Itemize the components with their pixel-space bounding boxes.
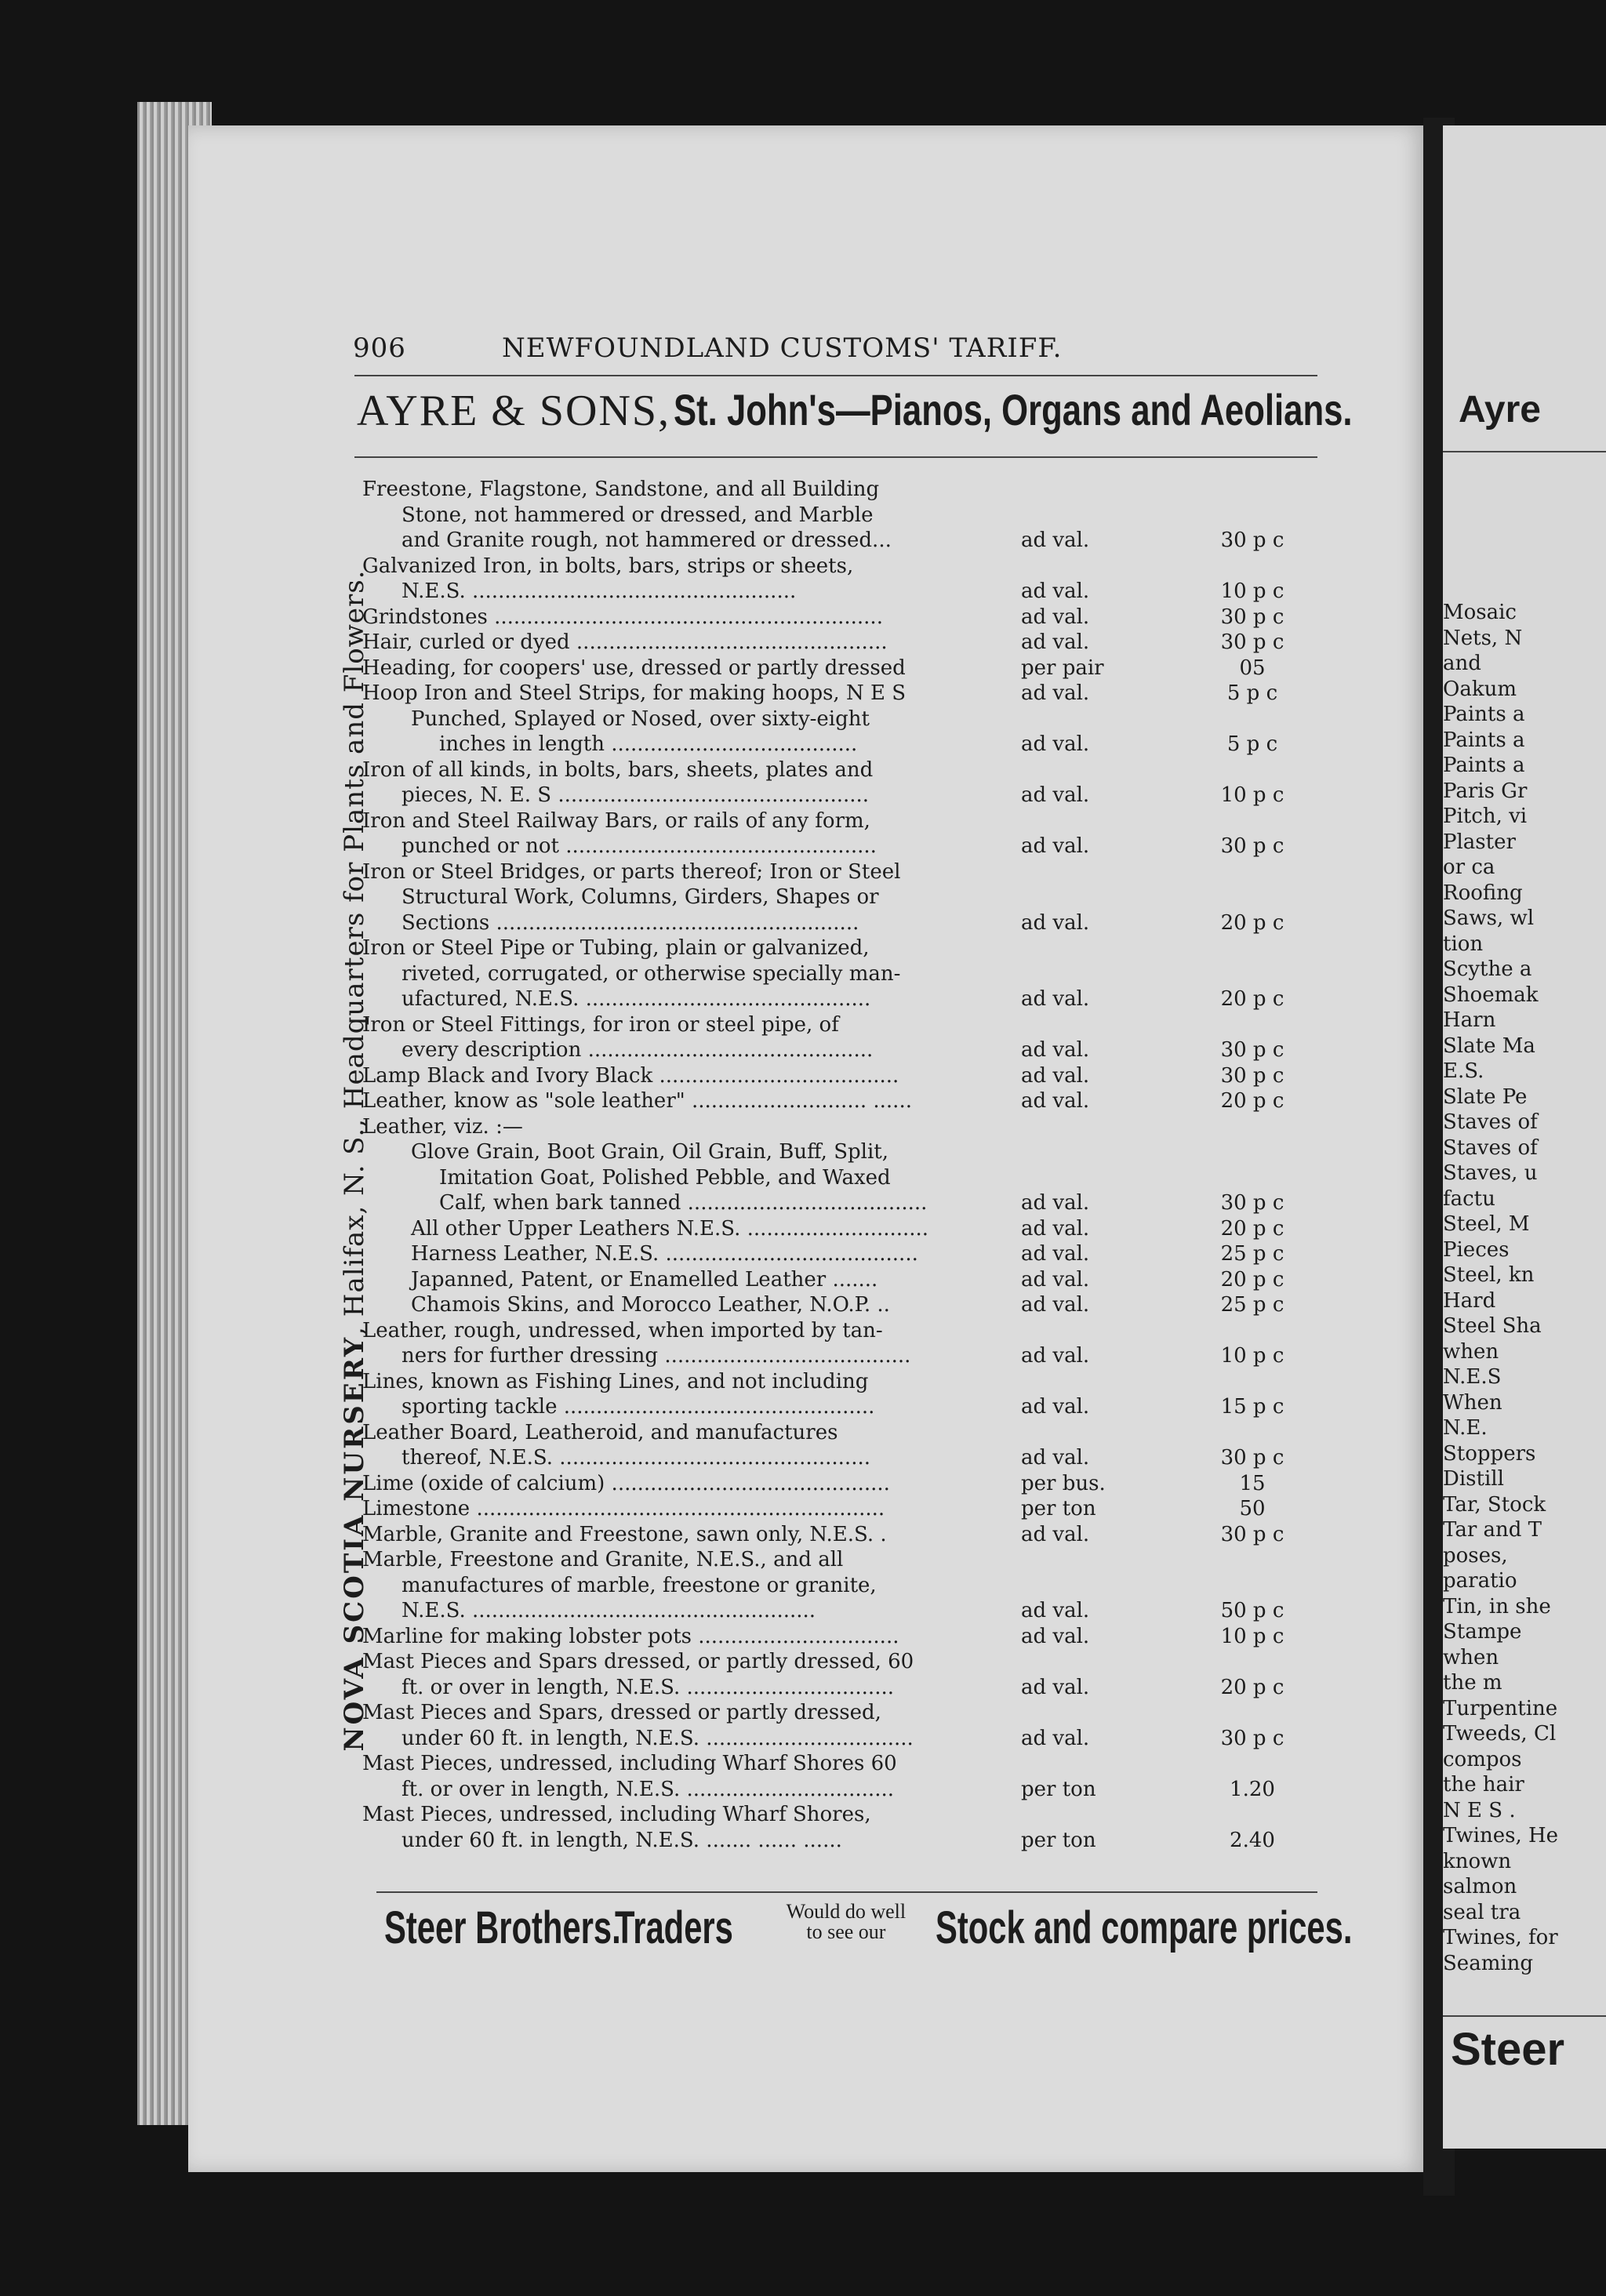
entry-unit: ad val. — [1021, 1395, 1090, 1419]
entry-description-line: Stone, not hammered or dressed, and Marble — [402, 503, 874, 527]
tariff-entry — [362, 1649, 1319, 1700]
page-title: NEWFOUNDLAND CUSTOMS' TARIFF. — [502, 332, 1063, 364]
entry-rate: 05 — [1239, 656, 1266, 680]
tariff-entry — [362, 554, 1319, 605]
ad-rule — [354, 456, 1317, 458]
side-ad-firm: NOVA SCOTIA NURSERY — [339, 1335, 370, 1752]
entry-unit: per pair — [1021, 656, 1104, 680]
right-page-line: N E S . — [1443, 1798, 1516, 1822]
side-ad-text: , Halifax, N. S., Headquarters for Plants and Flowers. — [339, 569, 370, 1335]
entry-description-line: thereof, N.E.S. ................................................ — [402, 1446, 870, 1470]
entry-description-line: Leather Board, Leatheroid, and manufactures — [362, 1420, 838, 1444]
right-page-line: Plaster — [1443, 830, 1516, 854]
tariff-entry — [362, 1751, 1319, 1802]
entry-rate: 25 p c — [1220, 1293, 1284, 1317]
entry-description-line: Galvanized Iron, in bolts, bars, strips or sheets, — [362, 554, 854, 578]
tariff-entry — [362, 935, 1319, 1012]
entry-description-line: Sections ........................................................ — [402, 910, 859, 935]
tariff-entry — [362, 1114, 1319, 1140]
page-number: 906 — [353, 332, 406, 364]
entry-description-line: Iron or Steel Bridges, or parts thereof; Iron or Steel — [362, 859, 901, 884]
right-page-line: Roofing — [1443, 881, 1523, 905]
right-page-line: compos — [1443, 1747, 1522, 1771]
entry-unit: ad val. — [1021, 1267, 1090, 1292]
right-page-line: Tar, Stock — [1443, 1492, 1546, 1517]
right-page-line: E.S. — [1443, 1059, 1484, 1083]
right-page-line: Tin, in she — [1443, 1594, 1551, 1618]
entry-unit: ad val. — [1021, 1216, 1090, 1241]
entry-description-line: and Granite rough, not hammered or dressed... — [402, 529, 892, 552]
tariff-entry — [362, 1139, 1319, 1216]
entry-unit: ad val. — [1021, 1038, 1090, 1062]
tariff-entry — [362, 1012, 1319, 1063]
footer-small-line-2: to see our — [806, 1920, 886, 1943]
entry-description-line: Imitation Goat, Polished Pebble, and Waxed — [439, 1165, 891, 1190]
footer-trade: Traders — [615, 1902, 734, 1953]
entry-rate: 50 — [1239, 1497, 1266, 1520]
entry-description-line: N.E.S. .................................................. — [402, 579, 797, 603]
right-page-line: Saws, wl — [1443, 906, 1535, 930]
entry-unit: ad val. — [1021, 783, 1090, 807]
right-page-line: when — [1443, 1645, 1499, 1669]
right-page-line: seal tra — [1443, 1900, 1521, 1924]
right-page-line: when — [1443, 1339, 1499, 1364]
entry-description-line: Mast Pieces, undressed, including Wharf Shores, — [362, 1803, 871, 1826]
entry-unit: ad val. — [1021, 1726, 1090, 1750]
entry-description-line: ners for further dressing ...................................... — [402, 1344, 911, 1368]
entry-rate: 30 p c — [1220, 1191, 1284, 1215]
right-page-footer: Steer — [1451, 2024, 1565, 2075]
entry-unit: ad val. — [1021, 1293, 1090, 1317]
tariff-entry — [362, 1547, 1319, 1624]
entry-rate: 30 p c — [1220, 529, 1284, 552]
tariff-entry — [362, 1471, 1319, 1497]
ad-firm-name: AYRE & SONS, — [357, 387, 671, 435]
entry-description-line: Grindstones ............................................................ — [362, 605, 883, 629]
right-page-line: Paints a — [1443, 728, 1525, 752]
entry-rate: 10 p c — [1220, 783, 1284, 807]
footer-small-text — [760, 1902, 932, 1942]
entry-unit: ad val. — [1021, 1446, 1090, 1470]
right-page-line: Paris Gr — [1443, 779, 1528, 803]
entry-description-line: Lamp Black and Ivory Black ..................................... — [362, 1063, 899, 1088]
right-page-rule — [1443, 451, 1606, 452]
entry-description-line: Mast Pieces and Spars, dressed or partly dressed, — [362, 1701, 881, 1724]
tariff-entry — [362, 1700, 1319, 1751]
footer-tail: Stock and compare prices. — [936, 1902, 1353, 1953]
right-page-line: Staves of — [1443, 1110, 1538, 1134]
entry-description-line: under 60 ft. in length, N.E.S. ....... ...... ...... — [402, 1828, 842, 1852]
tariff-entry — [362, 605, 1319, 630]
right-page-line: Slate Ma — [1443, 1034, 1535, 1058]
entry-unit: ad val. — [1021, 1522, 1090, 1546]
right-page-line: Twines, He — [1443, 1824, 1559, 1847]
entry-rate: 30 p c — [1220, 1726, 1284, 1750]
entry-description-line: Freestone, Flagstone, Sandstone, and all Building — [362, 478, 880, 501]
entry-unit: ad val. — [1021, 1063, 1090, 1088]
right-page-line: Staves, u — [1443, 1161, 1538, 1185]
entry-description-line: Heading, for coopers' use, dressed or partly dressed — [362, 656, 906, 680]
entry-description-line: Leather, know as "sole leather" ........................... ...... — [362, 1089, 912, 1113]
entry-description-line: ufactured, N.E.S. ............................................ — [402, 987, 871, 1011]
entry-rate: 10 p c — [1220, 579, 1284, 603]
right-page-line: Scythe a — [1443, 957, 1532, 981]
entry-unit: ad val. — [1021, 1191, 1090, 1215]
tariff-entry — [362, 1267, 1319, 1293]
right-page-line: Pieces — [1443, 1237, 1510, 1262]
entry-description-line: Iron or Steel Pipe or Tubing, plain or galvanized, — [362, 936, 870, 960]
entry-rate: 30 p c — [1220, 605, 1284, 629]
right-page-entries — [1443, 600, 1606, 1976]
tariff-entry — [362, 1088, 1319, 1114]
entry-unit: per bus. — [1021, 1471, 1106, 1495]
entry-rate: 2.40 — [1230, 1828, 1275, 1852]
tariff-entry — [362, 1063, 1319, 1089]
entry-unit: ad val. — [1021, 1344, 1090, 1368]
right-page-line: tion — [1443, 932, 1484, 956]
entry-unit: ad val. — [1021, 732, 1090, 756]
right-page-line: Seaming — [1443, 1951, 1534, 1975]
entry-description-line: ft. or over in length, N.E.S. ................................ — [402, 1777, 894, 1801]
entry-description-line: manufactures of marble, freestone or granite, — [402, 1573, 877, 1597]
entry-rate: 20 p c — [1220, 910, 1284, 935]
right-page-line: Tweeds, Cl — [1443, 1722, 1557, 1746]
entry-description-line: Leather, rough, undressed, when imported by tan- — [362, 1318, 883, 1342]
tariff-entry — [362, 477, 1319, 554]
right-page-line: Harn — [1443, 1008, 1496, 1032]
tariff-entry — [362, 1369, 1319, 1420]
entry-description-line: Harness Leather, N.E.S. ....................................... — [411, 1242, 918, 1266]
entry-unit: per ton — [1021, 1497, 1096, 1520]
entry-description-line: Lime (oxide of calcium) ........................................... — [362, 1471, 890, 1495]
entry-unit: ad val. — [1021, 605, 1090, 629]
right-page-line: Slate Pe — [1443, 1084, 1528, 1109]
entry-description-line: under 60 ft. in length, N.E.S. ................................ — [402, 1726, 914, 1750]
tariff-entry — [362, 681, 1319, 707]
right-page-line: or ca — [1443, 856, 1495, 879]
tariff-entry — [362, 707, 1319, 757]
entry-unit: ad val. — [1021, 579, 1090, 603]
tariff-entry — [362, 1496, 1319, 1522]
right-page-line: N.E. — [1443, 1416, 1488, 1440]
tariff-entries — [362, 477, 1319, 1853]
entry-rate: 15 p c — [1220, 1395, 1284, 1419]
right-page-line: Tar and T — [1443, 1518, 1542, 1542]
entry-description-line: punched or not ................................................ — [402, 834, 877, 858]
footer-small-line-1: Would do well — [786, 1900, 907, 1923]
right-page-line: known — [1443, 1849, 1512, 1873]
entry-description-line: Iron of all kinds, in bolts, bars, sheets, plates and — [362, 757, 874, 782]
entry-rate: 10 p c — [1220, 1624, 1284, 1648]
tariff-entry — [362, 859, 1319, 936]
entry-description-line: N.E.S. ..................................................... — [402, 1599, 816, 1622]
right-page-line: Hard — [1443, 1288, 1496, 1313]
entry-unit: ad val. — [1021, 834, 1090, 858]
entry-description-line: Mast Pieces, undressed, including Wharf Shores 60 — [362, 1752, 897, 1775]
tariff-entry — [362, 1292, 1319, 1318]
right-page-line: and — [1443, 652, 1481, 675]
entry-description-line: All other Upper Leathers N.E.S. ............................ — [411, 1216, 929, 1241]
entry-description-line: riveted, corrugated, or otherwise specially man- — [402, 961, 901, 986]
tariff-entry — [362, 808, 1319, 859]
entry-description-line: sporting tackle ................................................ — [402, 1395, 875, 1419]
entry-unit: ad val. — [1021, 987, 1090, 1011]
entry-unit: ad val. — [1021, 1089, 1090, 1113]
entry-rate: 20 p c — [1220, 1216, 1284, 1241]
entry-unit: ad val. — [1021, 910, 1090, 935]
right-page-line: Pitch, vi — [1443, 805, 1528, 828]
entry-description-line: Hair, curled or dyed ................................................ — [362, 630, 888, 654]
entry-rate: 20 p c — [1220, 1675, 1284, 1699]
entry-unit: per ton — [1021, 1828, 1096, 1852]
right-page-line: the hair — [1443, 1773, 1524, 1796]
entry-rate: 30 p c — [1220, 630, 1284, 654]
right-page-line: Paints a — [1443, 754, 1525, 777]
entry-rate: 5 p c — [1226, 732, 1278, 756]
right-page-header: Ayre — [1459, 389, 1541, 430]
right-page-line: the m — [1443, 1671, 1502, 1695]
right-page-line: Distill — [1443, 1467, 1504, 1491]
right-page-line: factu — [1443, 1186, 1495, 1211]
entry-rate: 50 p c — [1220, 1599, 1284, 1622]
entry-rate: 15 — [1239, 1471, 1266, 1495]
header-rule — [354, 375, 1317, 376]
entry-unit: per ton — [1021, 1777, 1096, 1801]
entry-description-line: Glove Grain, Boot Grain, Oil Grain, Buff, Split, — [411, 1140, 889, 1164]
tariff-entry — [362, 1420, 1319, 1471]
entry-unit: ad val. — [1021, 630, 1090, 654]
entry-rate: 30 p c — [1220, 1038, 1284, 1062]
entry-rate: 30 p c — [1220, 1446, 1284, 1470]
entry-rate: 20 p c — [1220, 1267, 1284, 1292]
tariff-entry — [362, 1522, 1319, 1548]
entry-rate: 1.20 — [1230, 1777, 1275, 1801]
entry-rate: 20 p c — [1220, 1089, 1284, 1113]
entry-description-line: Limestone ............................................................... — [362, 1497, 885, 1520]
tariff-entry — [362, 1241, 1319, 1267]
right-page-line: Stampe — [1443, 1620, 1522, 1644]
entry-description-line: Mast Pieces and Spars dressed, or partly dressed, 60 — [362, 1650, 914, 1673]
right-page-line: N.E.S — [1443, 1365, 1502, 1389]
entry-description-line: Chamois Skins, and Morocco Leather, N.O.P. .. — [411, 1293, 890, 1317]
right-page-line: Staves of — [1443, 1135, 1538, 1160]
right-page-line: Mosaic — [1443, 601, 1517, 624]
right-page-line: salmon — [1443, 1875, 1517, 1898]
right-page-line: Oakum — [1443, 677, 1517, 701]
right-page — [1443, 125, 1606, 2149]
right-page-line: Shoemak — [1443, 983, 1539, 1007]
right-page-line: poses, — [1443, 1543, 1508, 1568]
entry-rate: 30 p c — [1220, 1522, 1284, 1546]
entry-description-line: ft. or over in length, N.E.S. ................................ — [402, 1675, 894, 1699]
entry-description-line: Marble, Freestone and Granite, N.E.S., and all — [362, 1548, 844, 1571]
tariff-entry — [362, 1624, 1319, 1650]
tariff-entry — [362, 1318, 1319, 1369]
right-page-line: Steel Sha — [1443, 1314, 1542, 1338]
entry-description-line: Lines, known as Fishing Lines, and not including — [362, 1369, 869, 1393]
entry-description-line: inches in length ...................................... — [439, 732, 858, 756]
right-page-footer-rule — [1443, 2015, 1606, 2017]
footer-firm: Steer Brothers. — [384, 1902, 621, 1953]
entry-description-line: Structural Work, Columns, Girders, Shapes or — [402, 885, 879, 909]
entry-rate: 20 p c — [1220, 987, 1284, 1011]
entry-unit: ad val. — [1021, 1675, 1090, 1699]
entry-description-line: Iron and Steel Railway Bars, or rails of any form, — [362, 808, 870, 833]
entry-description-line: pieces, N. E. S ................................................ — [402, 783, 870, 807]
entry-unit: ad val. — [1021, 1242, 1090, 1266]
entry-unit: ad val. — [1021, 1624, 1090, 1648]
entry-rate: 30 p c — [1220, 1063, 1284, 1088]
tariff-entry — [362, 656, 1319, 681]
right-page-line: Steel, kn — [1443, 1263, 1535, 1287]
right-page-line: Turpentine — [1443, 1696, 1558, 1720]
entry-description-line: Leather, viz. :— — [362, 1114, 523, 1139]
entry-description-line: Punched, Splayed or Nosed, over sixty-eight — [411, 707, 870, 731]
right-page-line: Nets, N — [1443, 626, 1523, 650]
tariff-entry — [362, 1802, 1319, 1853]
entry-rate: 10 p c — [1220, 1344, 1284, 1368]
entry-description-line: Hoop Iron and Steel Strips, for making hoops, N E S — [362, 681, 907, 705]
tariff-entry — [362, 630, 1319, 656]
bottom-advertisement — [384, 1900, 1353, 1964]
entry-unit: ad val. — [1021, 681, 1090, 705]
tariff-entry — [362, 1216, 1319, 1242]
right-page-line: paratio — [1443, 1569, 1517, 1593]
entry-rate: 30 p c — [1220, 834, 1284, 858]
entry-description-line: Japanned, Patent, or Enamelled Leather ....... — [411, 1267, 878, 1292]
entry-rate: 5 p c — [1226, 681, 1278, 705]
entry-unit: ad val. — [1021, 1599, 1090, 1622]
entry-description-line: Iron or Steel Fittings, for iron or steel pipe, of — [362, 1012, 839, 1037]
entry-unit: ad val. — [1021, 529, 1090, 552]
entry-description-line: Calf, when bark tanned ..................................... — [439, 1191, 928, 1215]
entry-rate: 25 p c — [1220, 1242, 1284, 1266]
entry-description-line: every description ............................................ — [402, 1038, 874, 1062]
right-page-line: Twines, for — [1443, 1926, 1558, 1949]
right-page-line: Stoppers — [1443, 1441, 1536, 1466]
right-page-line: Paints a — [1443, 703, 1525, 726]
right-page-line: Steel, M — [1443, 1212, 1530, 1236]
ad-text: St. John's—Pianos, Organs and Aeolians. — [674, 385, 1353, 434]
footer-rule — [376, 1891, 1317, 1893]
top-advertisement — [357, 384, 1353, 455]
entry-description-line: Marline for making lobster pots ............................... — [362, 1624, 899, 1648]
right-page-line: When — [1443, 1390, 1502, 1415]
entry-description-line: Marble, Granite and Freestone, sawn only, N.E.S. . — [362, 1522, 887, 1546]
tariff-entry — [362, 757, 1319, 808]
